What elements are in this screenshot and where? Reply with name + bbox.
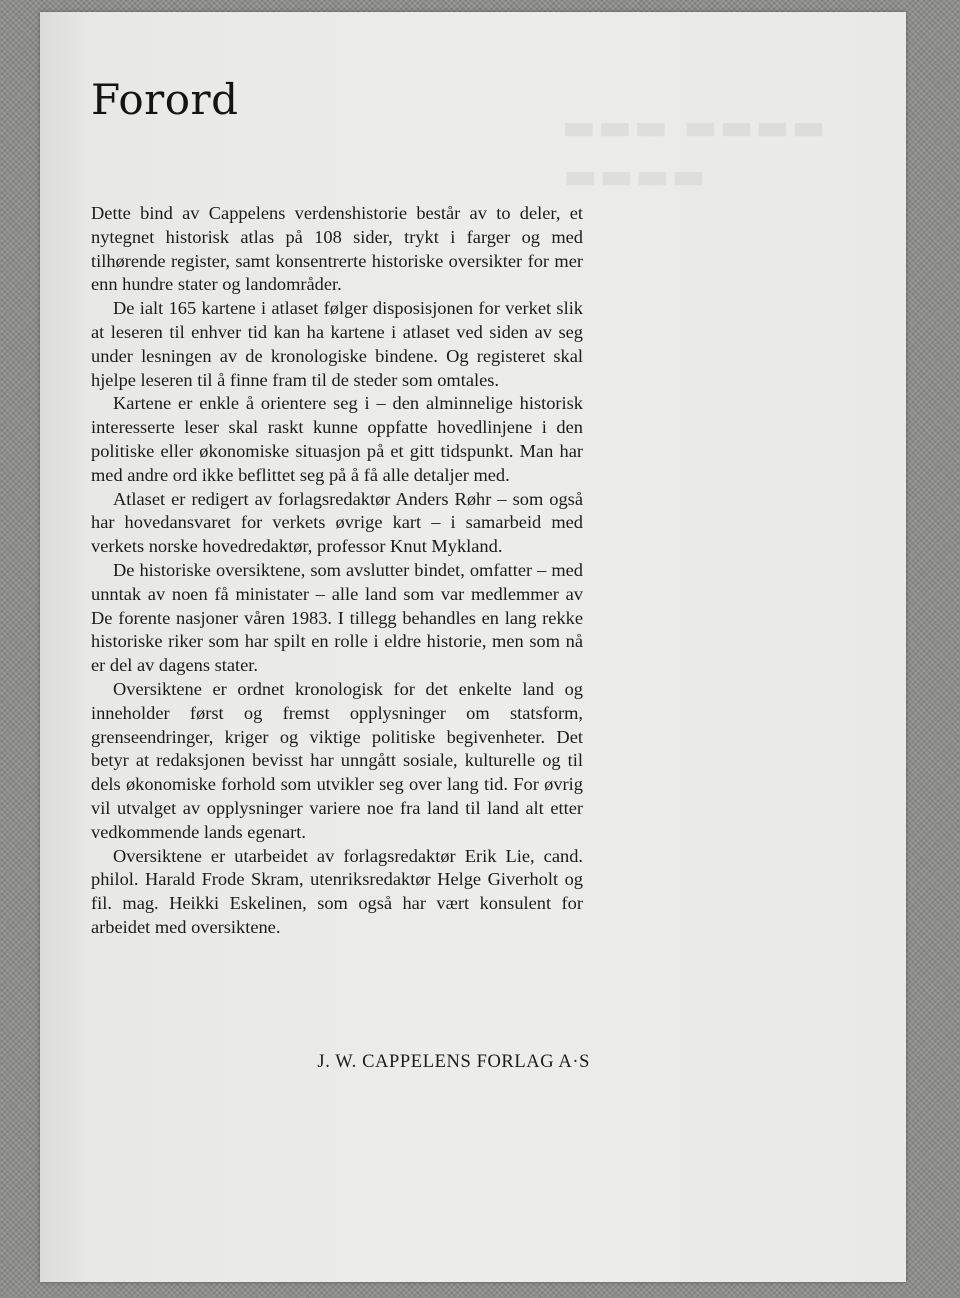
- paragraph-3: Kartene er enkle å orientere seg i – den alminnelige historisk interesserte leser skal raskt kunne oppfatte hovedlinjene i den politiske eller økonomiske situasjon på et gitt tidspunkt. Man har med andre ord ikke beflittet seg på å få alle detaljer med.: [91, 393, 583, 485]
- paragraph-6: Oversiktene er ordnet kronologisk for det enkelte land og inneholder først og fremst opplysninger om statsform, grenseendringer, kriger og viktige politiske begivenheter. Det betyr at redaksjonen bevisst har unngått sosiale, kulturelle og til dels økonomiske forhold som utvikler seg over lang tid. For øvrig vil utvalget av opplysninger variere noe fra land til land alt etter vedkommende lands egenart.: [91, 678, 583, 842]
- paragraph-2: De ialt 165 kartene i atlaset følger disposisjonen for verket slik at leseren til enhver tid kan ha kartene i atlaset ved siden av seg under lesningen av de kronologiske bindene. Og registeret skal hjelpe leseren til å finne fram til de steder som omtales.: [91, 298, 583, 390]
- paragraph-7: Oversiktene er utarbeidet av forlagsredaktør Erik Lie, cand. philol. Harald Frode Skram, utenriksredaktør Helge Giverholt og fil. mag. Heikki Eskelinen, som også har vært konsulent for arbeidet med oversiktene.: [91, 845, 583, 937]
- preface-body: [91, 202, 583, 940]
- paragraph-1: Dette bind av Cappelens verdenshistorie består av to deler, et nytegnet historisk atlas på 108 sider, trykt i farger og med tilhørende register, samt konsentrerte historiske oversikter for mer enn hundre stater og landområder.: [91, 203, 583, 295]
- page-title: Forord: [91, 75, 239, 124]
- show-through-text: ▬▬▬▬ ▬▬▬ ▬▬▬▬: [560, 107, 826, 197]
- publisher-signature: J. W. CAPPELENS FORLAG A·S: [317, 1052, 590, 1072]
- paragraph-4: Atlaset er redigert av forlagsredaktør Anders Røhr – som også har hovedansvaret for verkets øvrige kart – i samarbeid med verkets norske hovedredaktør, professor Knut Mykland.: [91, 488, 583, 557]
- paragraph-5: De historiske oversiktene, som avslutter bindet, omfatter – med unntak av noen få ministater – alle land som var medlemmer av De forente nasjoner våren 1983. I tillegg behandles en lang rekke historiske riker som har spilt en rolle i eldre historie, men som nå er del av dagens stater.: [91, 559, 583, 676]
